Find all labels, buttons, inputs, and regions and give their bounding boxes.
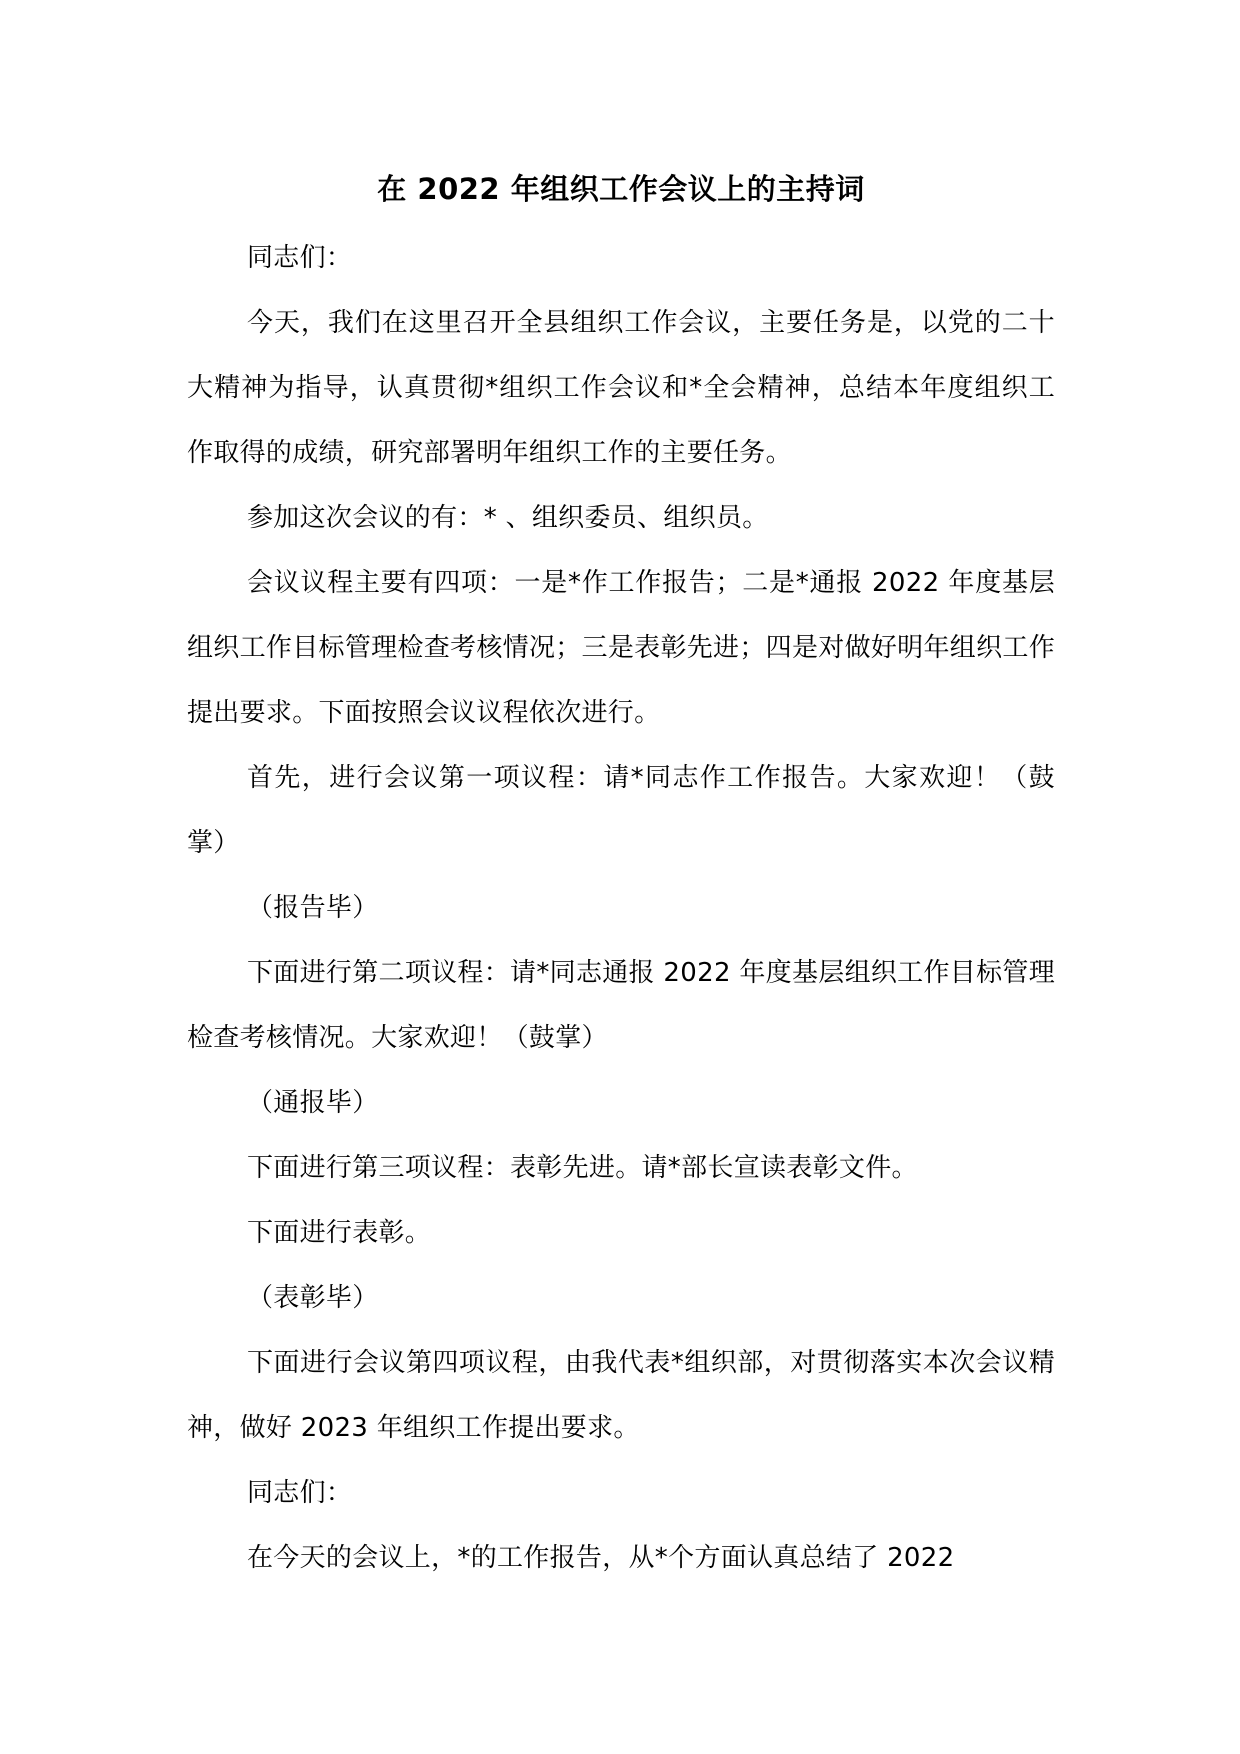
- paragraph-report-end: （报告毕）: [247, 893, 379, 923]
- paragraph-commendation: 下面进行表彰。: [247, 1218, 432, 1248]
- paragraph-agenda: 会议议程主要有四项：一是*作工作报告；二是*通报 2022 年度基层组织工作目标管理检查考核情况；三是表彰先进；四是对做好明年组织工作提出要求。下面按照会议议程依次进行。: [187, 568, 1055, 728]
- paragraph-greeting: 同志们：: [247, 243, 353, 273]
- paragraph-attendees: 参加这次会议的有：* 、组织委员、组织员。: [247, 503, 769, 533]
- document-title: 在 2022 年组织工作会议上的主持词: [377, 172, 865, 206]
- paragraph-agenda-item-1: 首先，进行会议第一项议程：请*同志作工作报告。大家欢迎！（鼓掌）: [187, 763, 1055, 858]
- paragraph-commendation-end: （表彰毕）: [247, 1283, 379, 1313]
- paragraph-intro: 今天，我们在这里召开全县组织工作会议，主要任务是，以党的二十大精神为指导，认真贯彻*组织工作会议和*全会精神，总结本年度组织工作取得的成绩，研究部署明年组织工作的主要任务。: [187, 308, 1055, 468]
- paragraph-agenda-item-2: 下面进行第二项议程：请*同志通报 2022 年度基层组织工作目标管理检查考核情况。大家欢迎！（鼓掌）: [187, 958, 1055, 1053]
- paragraph-notice-end: （通报毕）: [247, 1088, 379, 1118]
- document-page: [187, 170, 1055, 1591]
- paragraph-summary: 在今天的会议上，*的工作报告，从*个方面认真总结了 2022: [247, 1543, 955, 1573]
- paragraph-agenda-item-3: 下面进行第三项议程：表彰先进。请*部长宣读表彰文件。: [247, 1153, 918, 1183]
- paragraph-greeting-2: 同志们：: [247, 1478, 353, 1508]
- paragraph-agenda-item-4: 下面进行会议第四项议程，由我代表*组织部，对贯彻落实本次会议精神，做好 2023 年组织工作提出要求。: [187, 1348, 1055, 1443]
